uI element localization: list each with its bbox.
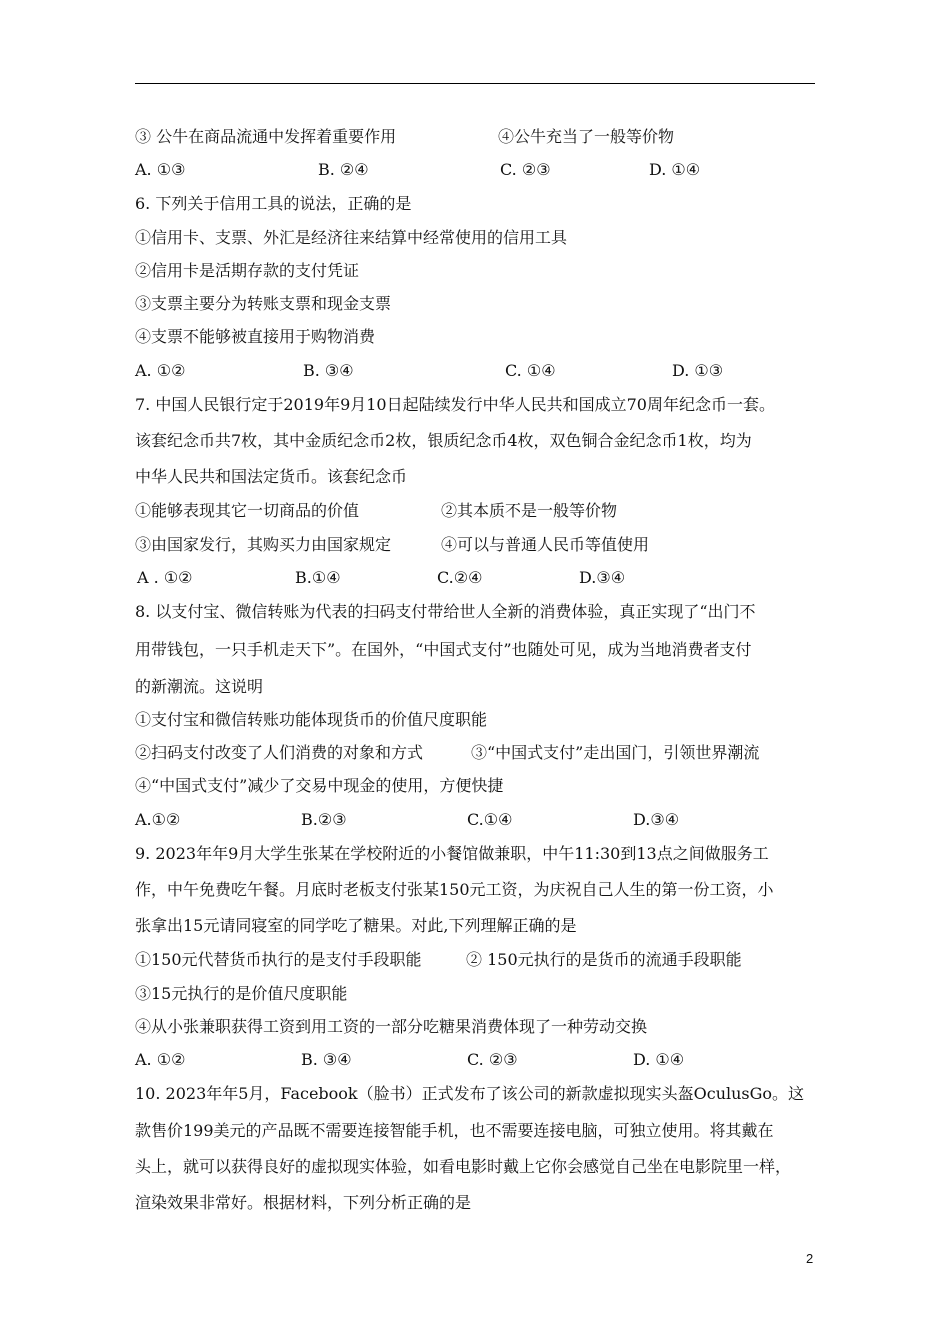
q7-stem-line-3: 中华人民共和国法定货币。该套纪念币 <box>135 467 408 486</box>
q9-stem-line-3: 张拿出15元请同寝室的同学吃了糖果。对此,下列理解正确的是 <box>135 916 577 935</box>
q8-option-a: A.①② <box>135 810 181 829</box>
q6-item-4: ④支票不能够被直接用于购物消费 <box>135 327 376 346</box>
q5-item-4: ④公牛充当了一般等价物 <box>498 127 675 146</box>
q8-stem-line-1: 8. 以支付宝、微信转账为代表的扫码支付带给世人全新的消费体验，真正实现了“出门不 <box>135 602 756 621</box>
q10-stem-line-4: 渲染效果非常好。根据材料，下列分析正确的是 <box>135 1193 472 1212</box>
q9-item-1: ①150元代替货币执行的是支付手段职能 <box>135 950 422 969</box>
q8-item-4: ④“中国式支付”减少了交易中现金的使用，方便快捷 <box>135 776 504 795</box>
q7-option-a: A . ①② <box>137 568 193 587</box>
q9-stem-line-2: 作，中午免费吃午餐。月底时老板支付张某150元工资，为庆祝自己人生的第一份工资，小 <box>135 880 774 899</box>
page-number: 2 <box>806 1251 814 1266</box>
q6-option-d: D. ①③ <box>672 361 724 380</box>
q7-option-b: B.①④ <box>295 568 341 587</box>
q7-item-3: ③由国家发行，其购买力由国家规定 <box>135 535 392 554</box>
q5-option-b: B. ②④ <box>318 160 369 179</box>
q10-stem-line-1: 10. 2023年年5月，Facebook（脸书）正式发布了该公司的新款虚拟现实头盔OculusGo。这 <box>135 1084 805 1103</box>
q6-option-c: C. ①④ <box>505 361 556 380</box>
q8-item-2: ②扫码支付改变了人们消费的对象和方式 <box>135 743 424 762</box>
q9-option-b: B. ③④ <box>301 1050 352 1069</box>
q8-item-1: ①支付宝和微信转账功能体现货币的价值尺度职能 <box>135 710 488 729</box>
q9-item-4: ④从小张兼职获得工资到用工资的一部分吃糖果消费体现了一种劳动交换 <box>135 1017 648 1036</box>
header-rule <box>135 83 815 84</box>
q9-option-c: C. ②③ <box>467 1050 518 1069</box>
q8-stem-line-3: 的新潮流。这说明 <box>135 677 264 696</box>
q6-item-3: ③支票主要分为转账支票和现金支票 <box>135 294 392 313</box>
q8-stem-line-2: 用带钱包，一只手机走天下”。在国外，“中国式支付”也随处可见，成为当地消费者支付 <box>135 640 752 659</box>
q7-stem-line-1: 7. 中国人民银行定于2019年9月10日起陆续发行中华人民共和国成立70周年纪念币一套。 <box>135 395 775 414</box>
q6-option-b: B. ③④ <box>303 361 354 380</box>
q7-item-4: ④可以与普通人民币等值使用 <box>441 535 650 554</box>
q6-item-2: ②信用卡是活期存款的支付凭证 <box>135 261 360 280</box>
q10-stem-line-3: 头上，就可以获得良好的虚拟现实体验，如看电影时戴上它你会感觉自己坐在电影院里一样， <box>135 1157 792 1176</box>
q9-option-a: A. ①② <box>135 1050 186 1069</box>
q8-option-c: C.①④ <box>467 810 513 829</box>
q5-option-c: C. ②③ <box>500 160 551 179</box>
q5-option-a: A. ①③ <box>135 160 186 179</box>
q9-option-d: D. ①④ <box>633 1050 685 1069</box>
q7-option-c: C.②④ <box>437 568 483 587</box>
q6-stem: 6. 下列关于信用工具的说法，正确的是 <box>135 194 412 213</box>
q5-item-3: ③ 公牛在商品流通中发挥着重要作用 <box>135 127 397 146</box>
q5-option-d: D. ①④ <box>649 160 701 179</box>
q8-option-b: B.②③ <box>301 810 347 829</box>
q9-item-2: ② 150元执行的是货币的流通手段职能 <box>466 950 742 969</box>
q7-stem-line-2: 该套纪念币共7枚，其中金质纪念币2枚，银质纪念币4枚，双色铜合金纪念币1枚，均为 <box>135 431 752 450</box>
q7-item-2: ②其本质不是一般等价物 <box>441 501 618 520</box>
q9-stem-line-1: 9. 2023年年9月大学生张某在学校附近的小餐馆做兼职，中午11:30到13点之间做服务工 <box>135 844 769 863</box>
q9-item-3: ③15元执行的是价值尺度职能 <box>135 984 348 1003</box>
q7-item-1: ①能够表现其它一切商品的价值 <box>135 501 360 520</box>
q8-option-d: D.③④ <box>633 810 680 829</box>
q7-option-d: D.③④ <box>579 568 626 587</box>
q8-item-3: ③“中国式支付”走出国门，引领世界潮流 <box>471 743 760 762</box>
q10-stem-line-2: 款售价199美元的产品既不需要连接智能手机，也不需要连接电脑，可独立使用。将其戴在 <box>135 1121 774 1140</box>
q6-item-1: ①信用卡、支票、外汇是经济往来结算中经常使用的信用工具 <box>135 228 568 247</box>
q6-option-a: A. ①② <box>135 361 186 380</box>
